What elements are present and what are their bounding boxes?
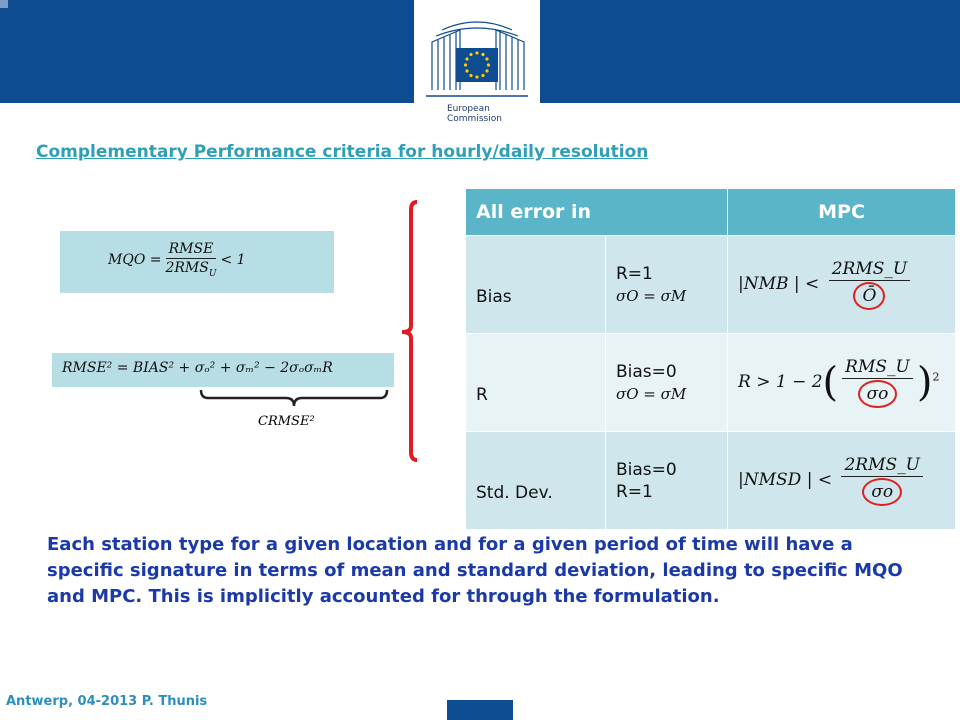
footer-bar [447,700,513,720]
mpc-denominator-wrap [858,379,898,408]
cond-2: R=1 [616,481,653,502]
row-conditions [606,334,728,432]
mpc-numerator: 2RMS_U [829,259,911,281]
mqo-denominator-wrap [165,259,216,279]
mpc-denominator: σo [858,380,898,408]
rmse-equation: RMSE² = BIAS² + σₒ² + σₘ² − 2σₒσₘR [62,360,333,376]
row-label: R [466,334,606,432]
open-paren: ( [822,359,839,406]
crmse-label: CRMSE² [258,414,315,429]
mpc-fraction [841,455,923,506]
row-label: Bias [466,236,606,334]
mpc-fraction [829,259,911,310]
row-label: Std. Dev. [466,432,606,530]
mpc-table [465,188,956,530]
mpc-fraction [842,357,913,408]
table-header-row [466,189,956,236]
mpc-numerator: RMS_U [842,357,913,379]
slide-heading[interactable]: Complementary Performance criteria for hourly/daily resolution [36,142,649,162]
cond-1: Bias=0 [616,361,677,382]
mpc-denominator-wrap [853,281,885,310]
rmse-decomposition-formula [52,353,394,387]
logo-line1: European [447,104,490,114]
logo-line2: Commission [447,114,502,124]
commission-building-icon [414,0,540,104]
cond-2: σO = σM [616,384,687,403]
footer-text: Antwerp, 04-2013 P. Thunis [6,694,208,709]
row-conditions [606,236,728,334]
bracket-connector [398,198,422,466]
table-row [466,334,956,432]
mpc-prefix: |NMSD | < [738,470,833,490]
corner-mark [0,0,8,8]
mqo-lhs: MQO = [108,251,162,268]
cond-1: R=1 [616,263,653,284]
mqo-rhs: < 1 [220,251,246,268]
mpc-exponent: 2 [932,370,940,384]
crmse-brace [198,388,390,410]
row-conditions [606,432,728,530]
mqo-denominator: 2RMS [165,260,209,276]
mpc-denominator: σo [862,478,902,506]
table-row [466,432,956,530]
mpc-formula [728,236,956,334]
mqo-denominator-sub: U [208,268,217,279]
table-row [466,236,956,334]
mqo-fraction [165,241,216,279]
mpc-formula [728,334,956,432]
cond-2: σO = σM [616,286,687,305]
mqo-formula [60,231,334,293]
mpc-denominator-wrap [862,477,902,506]
body-paragraph: Each station type for a given location and for a given period of time will have a specific signature in terms of mean and standard deviation, leading to specific MQO and MPC. This is implicitly accounted for through the formulation. [47,534,903,607]
close-paren: ) [916,359,933,406]
mpc-prefix: R > 1 − 2 [738,372,823,392]
header-all-error: All error in [466,189,728,236]
mpc-numerator: 2RMS_U [841,455,923,477]
logo-text [447,104,502,124]
mpc-formula [728,432,956,530]
header-mpc: MPC [728,189,956,236]
mqo-numerator: RMSE [166,241,217,259]
mpc-prefix: |NMB | < [738,274,820,294]
cond-1: Bias=0 [616,459,677,480]
mpc-denominator: Ō [853,282,885,310]
